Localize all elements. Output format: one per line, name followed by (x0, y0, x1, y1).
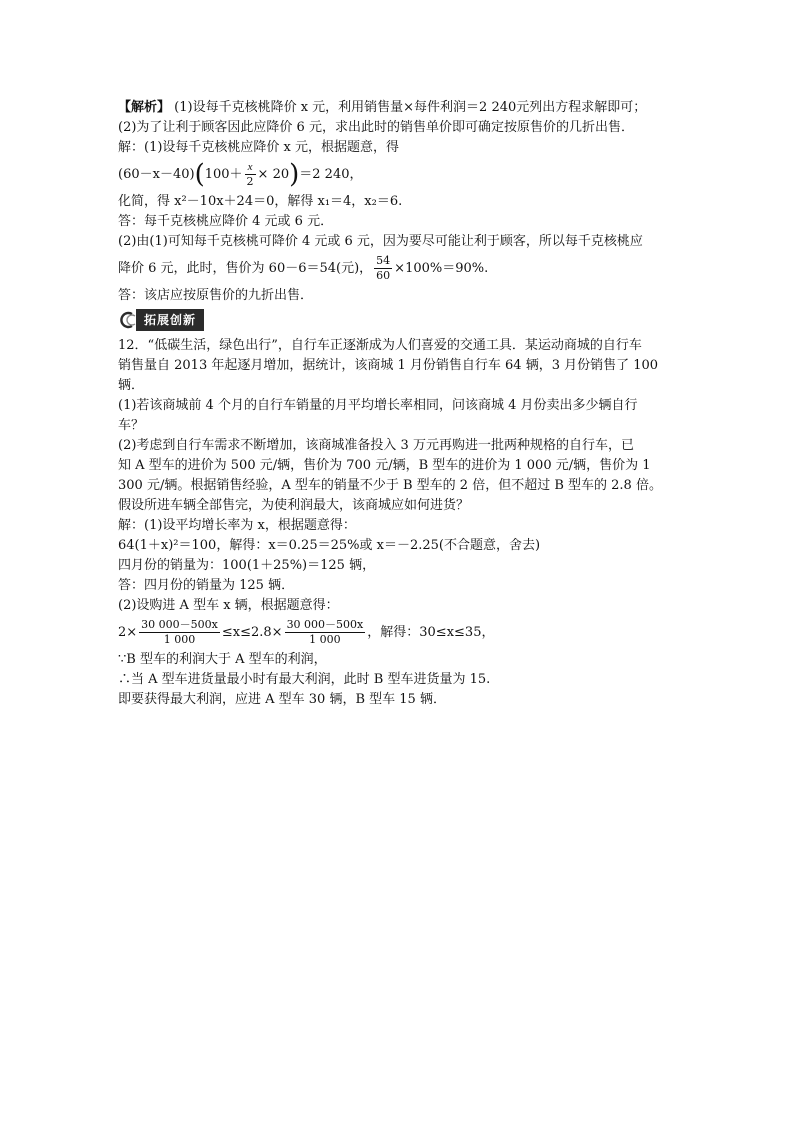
solution2-line-7: ∵B 型车的利润大于 A 型车的利润， (118, 652, 327, 667)
section-banner-label: 拓展创新 (136, 309, 204, 331)
fraction-denominator: 2 (246, 175, 254, 188)
inequality-fraction-2 (285, 618, 366, 647)
document-page (118, 98, 678, 710)
problem12-line-3: 辆． (118, 378, 145, 393)
inequality-result: ，解得：30≤x≤35， (367, 625, 495, 640)
solution1-line-5: (2)由(1)可知每千克核桃可降价 4 元或 6 元，因为要尽可能让利于顾客，所以每千克核桃应 (118, 234, 643, 249)
problem12-line-8: 300 元/辆。根据销售经验，A 型车的销量不少于 B 型车的 2 倍，但不超过 B 型车的 2.8 倍。 (118, 478, 662, 493)
section-banner (118, 310, 204, 330)
price-text: 降价 6 元，此时，售价为 60－6＝54(元)， (118, 261, 373, 276)
percent-numerator: 54 (376, 254, 391, 267)
solution2-line-3: 四月份的销量为：100(1＋25%)＝125 辆， (118, 558, 376, 573)
equation-inner-a: 100＋ (204, 167, 243, 182)
inequality-denominator-2: 1 000 (309, 633, 341, 646)
equation-paren-close: ) (289, 159, 300, 190)
inequality-coef-1: 2× (118, 625, 138, 640)
analysis-text-1: (1)设每千克核桃降价 x 元，利用销售量×每件利润＝2 240元列出方程求解即可； (174, 100, 647, 115)
problem12-line-5: 车？ (118, 418, 145, 433)
equation-left: (60－x－40) (118, 167, 195, 182)
inequality-numerator-1: 30 000－500x (141, 618, 218, 631)
analysis-line-2: (2)为了让利于顾客因此应降价 6 元，求出此时的销售单价即可确定按原售价的几折出售． (118, 120, 634, 135)
percent-fraction (374, 254, 392, 283)
inequality-numerator-2: 30 000－500x (286, 618, 364, 631)
percent-result: ×100%＝90%. (394, 261, 489, 276)
solution2-line-4: 答：四月份的销量为 125 辆． (118, 578, 295, 593)
equation-inner-b: × 20 (257, 167, 290, 182)
equation-fraction (245, 160, 256, 189)
inequality-denominator-1: 1 000 (163, 633, 196, 646)
equation-paren-open: ( (194, 159, 205, 190)
percent-denominator: 60 (376, 269, 391, 282)
inequality-middle: ≤x≤2.8× (221, 625, 283, 640)
problem12-line-1: 12．“低碳生活，绿色出行”，自行车正逐渐成为人们喜爱的交通工具．某运动商城的自行车 (118, 338, 642, 353)
solution1-line-1: 解：(1)设每千克核桃应降价 x 元，根据题意，得 (118, 140, 400, 155)
analysis-label: 【解析】 (118, 100, 171, 115)
problem12-line-7: 知 A 型车的进价为 500 元/辆，售价为 700 元/辆，B 型车的进价为 1 000 元/辆，售价为 1 (118, 458, 651, 473)
solution1-equation (118, 158, 678, 192)
problem12-line-9: 假设所进车辆全部售完，为使利润最大，该商城应如何进货？ (118, 498, 470, 513)
equation-right: ＝2 240， (299, 167, 363, 182)
solution1-line-3: 化简，得 x²－10x＋24＝0，解得 x₁＝4，x₂＝6. (118, 194, 403, 209)
solution2-line-1: 解：(1)设平均增长率为 x，根据题意得： (118, 518, 356, 533)
solution1-line-4: 答：每千克核桃应降价 4 元或 6 元． (118, 214, 334, 229)
inequality-fraction-1 (139, 618, 220, 647)
solution2-inequality (118, 616, 678, 650)
problem12-line-6: (2)考虑到自行车需求不断增加，该商城准备投入 3 万元再购进一批两种规格的自行车，已 (118, 438, 634, 453)
problem12-line-2: 销售量自 2013 年起逐月增加，据统计，该商城 1 月份销售自行车 64 辆，3 月份销售了 100 (118, 358, 659, 373)
solution1-line-7: 答：该店应按原售价的九折出售． (118, 288, 314, 303)
solution2-line-8: ∴当 A 型车进货量最小时有最大利润，此时 B 型车进货量为 15. (118, 672, 491, 687)
analysis-line-1 (118, 98, 678, 118)
solution2-line-9: 即要获得最大利润，应进 A 型车 30 辆，B 型车 15 辆． (118, 692, 446, 707)
solution1-line-6 (118, 252, 678, 286)
fraction-numerator: x (245, 160, 256, 175)
solution2-line-5: (2)设购进 A 型车 x 辆，根据题意得： (118, 598, 339, 613)
problem12-line-4: (1)若该商城前 4 个月的自行车销量的月平均增长率相同，问该商城 4 月份卖出多少辆自行 (118, 398, 638, 413)
solution2-line-2: 64(1＋x)²＝100，解得：x＝0.25＝25%或 x＝－2.25(不合题意，舍去) (118, 538, 541, 553)
